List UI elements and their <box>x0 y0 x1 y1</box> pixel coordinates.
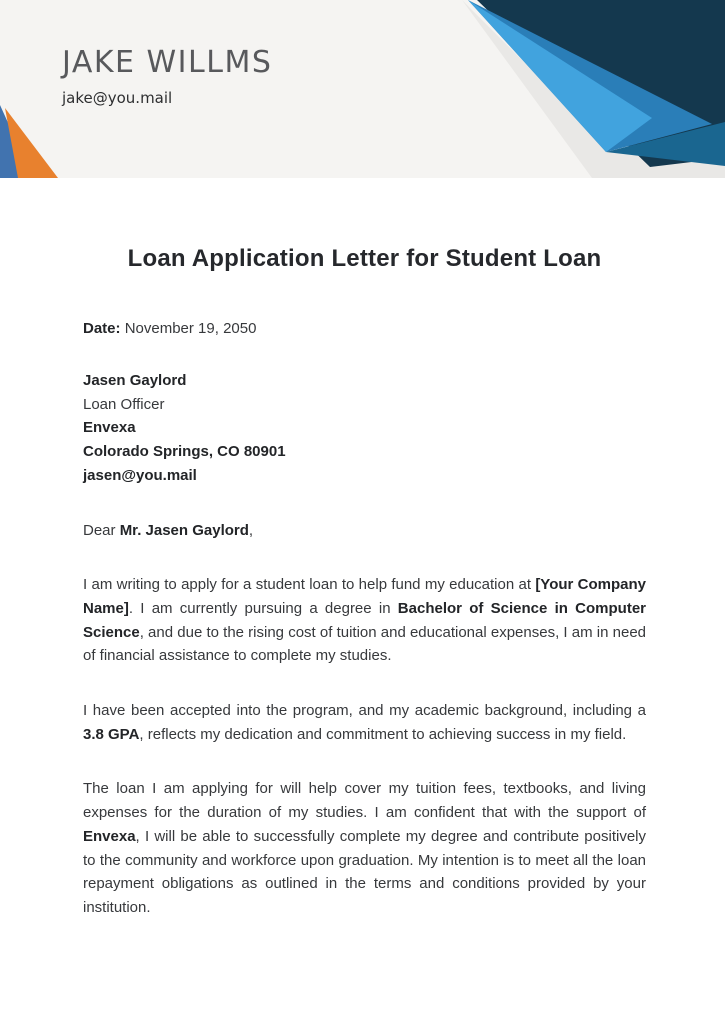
letterhead <box>0 0 725 178</box>
paragraph-academics: I have been accepted into the program, and my academic background, including a 3.8 GPA, reflects my dedication and commitment to achieving success in my field. <box>83 702 646 743</box>
recipient-address: Colorado Springs, CO 80901 <box>83 443 286 461</box>
recipient-email: jasen@you.mail <box>83 466 197 484</box>
sender-block <box>62 46 272 107</box>
sender-name: JAKE WILLMS <box>62 45 273 80</box>
date-label: Date: <box>83 320 121 337</box>
date-value: November 19, 2050 <box>124 320 257 337</box>
salutation-line <box>83 519 646 543</box>
recipient-role: Loan Officer <box>83 395 165 413</box>
paragraph-loan-purpose: The loan I am applying for will help cover my tuition fees, textbooks, and living expenses for the duration of my studies. I am confident that with the support of Envexa, I will be able to successfully complete my degree and contribute positively to the community and workforce upon graduation. My intention is to meet all the loan repayment obligations as outlined in the terms and conditions provided by your institution. <box>83 780 646 916</box>
recipient-company: Envexa <box>83 419 136 437</box>
letter-title: Loan Application Letter for Student Loan <box>127 245 602 272</box>
letter-content <box>83 244 646 920</box>
sender-email: jake@you.mail <box>62 89 173 107</box>
recipient-block <box>83 369 646 488</box>
paragraph-intro: I am writing to apply for a student loan to help fund my education at [Your Company Name]. I am currently pursuing a degree in Bachelor of Science in Computer Science, and due to the rising cost of tuition and educational expenses, I am in need of financial assistance to complete my studies. <box>83 576 647 665</box>
salutation-prefix: Dear <box>83 521 120 539</box>
date-line <box>83 317 646 340</box>
salutation-name: Mr. Jasen Gaylord <box>119 521 249 539</box>
recipient-name: Jasen Gaylord <box>83 372 187 389</box>
salutation-suffix: , <box>248 521 254 539</box>
